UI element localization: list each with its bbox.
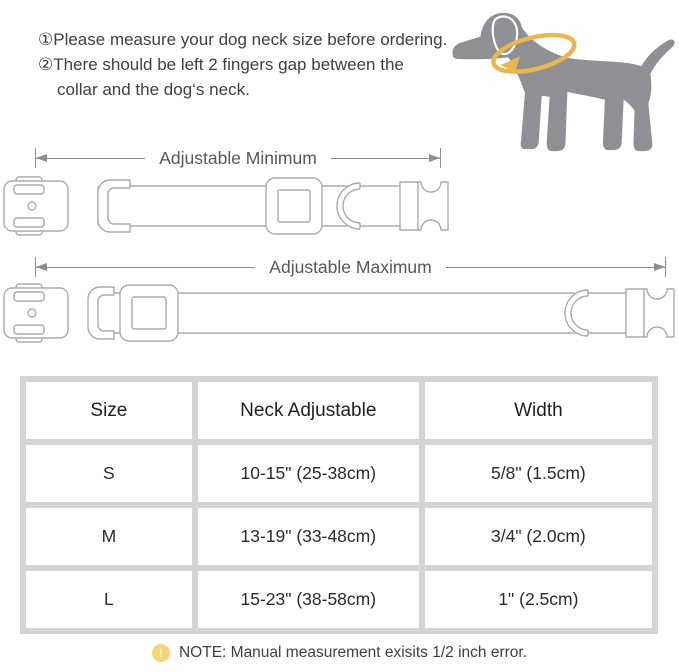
male-buckle <box>400 182 448 230</box>
cell-neck: 15-23" (38-58cm) <box>198 571 419 628</box>
dimension-arrow-line <box>446 267 665 268</box>
slider-buckle <box>120 285 178 341</box>
table-row-s <box>26 445 652 502</box>
female-buckle <box>4 177 68 235</box>
adjustable-maximum-dimension <box>35 256 666 278</box>
col-header-size: Size <box>26 382 192 439</box>
dimension-tick <box>440 148 441 168</box>
cell-width: 3/4" (2.0cm) <box>425 508 652 565</box>
instructions-block <box>38 27 447 102</box>
dimension-arrow-line <box>36 158 145 159</box>
cell-neck: 13-19" (33-48cm) <box>198 508 419 565</box>
instruction-line-2: ②There should be left 2 fingers gap between the <box>38 55 404 74</box>
note-text: NOTE: Manual measurement exisits 1/2 inch error. <box>178 644 528 661</box>
collar-strap <box>98 186 402 226</box>
dog-silhouette-icon <box>443 2 675 160</box>
col-header-width: Width <box>425 382 652 439</box>
cell-width: 5/8" (1.5cm) <box>425 445 652 502</box>
dimension-arrow-line <box>331 158 440 159</box>
note-row <box>0 644 679 662</box>
cell-neck: 10-15" (25-38cm) <box>198 445 419 502</box>
cell-width: 1" (2.5cm) <box>425 571 652 628</box>
instruction-line-1: ①Please measure your dog neck size before ordering. <box>38 30 448 49</box>
size-table <box>20 376 658 634</box>
table-header-row <box>26 382 652 439</box>
cell-size: M <box>26 508 192 565</box>
dimension-tick <box>665 257 666 277</box>
male-buckle <box>626 289 674 337</box>
instruction-line-3: collar and the dog‘s neck. <box>57 80 250 99</box>
exclamation-circle-icon: ! <box>152 644 170 662</box>
adjustable-minimum-dimension <box>35 147 441 169</box>
dog-illustration <box>443 2 675 156</box>
dimension-arrow-line <box>36 267 255 268</box>
table-row-m <box>26 508 652 565</box>
collar-maximum-diagram <box>2 279 676 347</box>
collar-minimum-diagram <box>2 172 452 240</box>
adjustable-minimum-label: Adjustable Minimum <box>159 147 317 168</box>
slider-buckle <box>266 178 322 234</box>
female-buckle <box>4 284 68 342</box>
adjustable-maximum-label: Adjustable Maximum <box>269 256 432 277</box>
cell-size: L <box>26 571 192 628</box>
cell-size: S <box>26 445 192 502</box>
col-header-neck-adjustable: Neck Adjustable <box>198 382 419 439</box>
table-row-l <box>26 571 652 628</box>
